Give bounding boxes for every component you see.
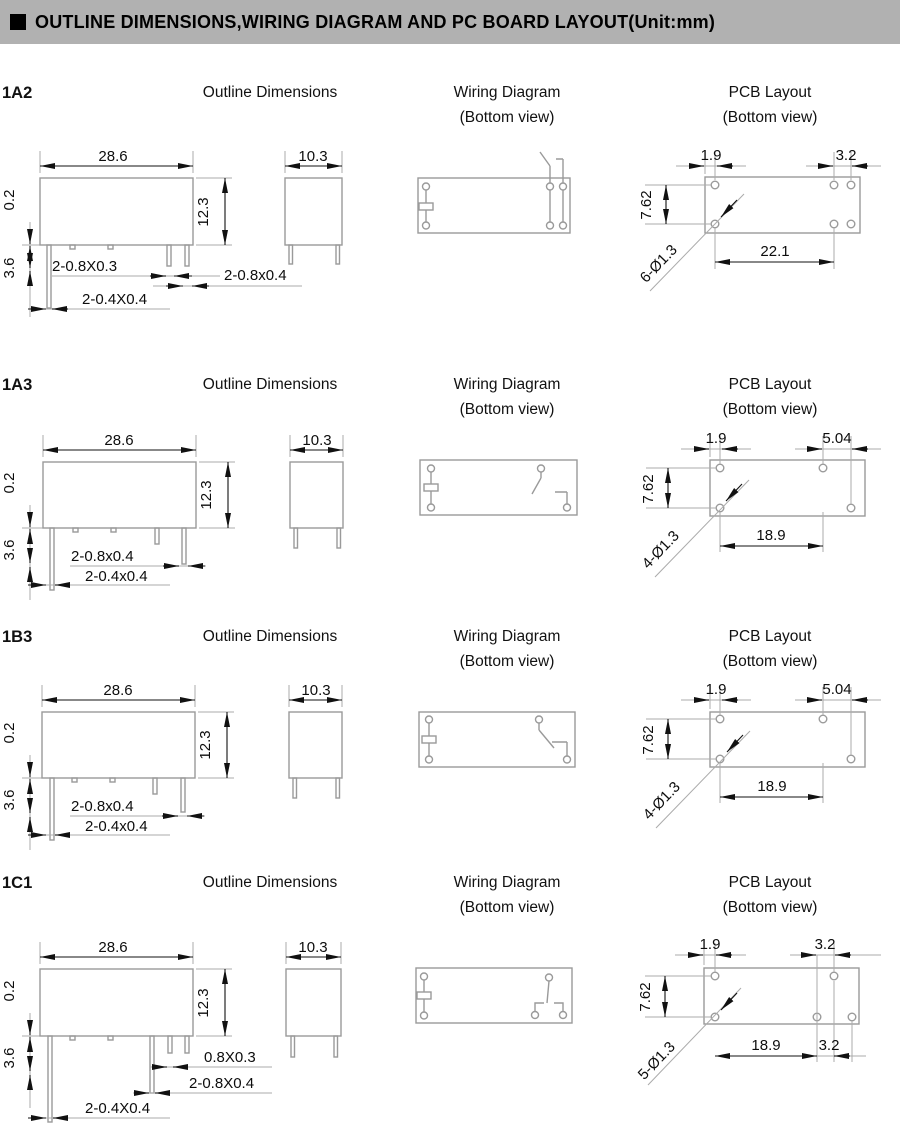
row-1c1-outline-front-drawing [1, 939, 272, 1122]
col-title-outline: Outline Dimensions [202, 376, 338, 393]
row-1b3-pcb-drawing [640, 681, 881, 828]
dim-height-label: 12.3 [195, 197, 212, 227]
dim-pin-length-label: 3.6 [1, 1047, 18, 1069]
pcb-dim-right-label: 5.04 [822, 681, 852, 698]
dim-pin2-label: 2-0.8X0.4 [189, 1075, 255, 1092]
dim-height-label: 12.3 [198, 480, 215, 510]
dim-side-width-label: 10.3 [301, 682, 331, 699]
dim-width-label: 28.6 [98, 939, 128, 956]
pcb-dim-span-label: 18.9 [751, 1037, 781, 1054]
pcb-dim-right-label: 3.2 [814, 936, 836, 953]
dim-pin2-label: 2-0.4x0.4 [85, 568, 148, 585]
pcb-dim-span-label: 22.1 [760, 243, 790, 260]
dim-side-width-label: 10.3 [298, 148, 328, 165]
col-title-pcb: PCB Layout [728, 84, 812, 101]
col-title-wiring: Wiring Diagram [453, 376, 561, 393]
dim-side-pin-label: 2-0.8x0.4 [224, 267, 287, 284]
col-subtitle-bottom-view: (Bottom view) [722, 109, 818, 126]
pcb-dim-span-label: 18.9 [756, 527, 786, 544]
row-1a3-wiring-drawing [420, 460, 577, 515]
pcb-dim-left-label: 1.9 [699, 936, 721, 953]
dim-pin1-label: 2-0.8x0.4 [71, 548, 134, 565]
pcb-dim-right-label: 3.2 [835, 147, 857, 164]
row-1a2-pcb-drawing [637, 147, 881, 291]
row-label-1a3: 1A3 [2, 376, 33, 394]
col-title-pcb: PCB Layout [728, 628, 812, 645]
row-1a3-outline-side-drawing [290, 432, 343, 548]
dim-offset-label: 0.2 [1, 722, 18, 744]
pcb-dim-span-label: 18.9 [757, 778, 787, 795]
col-title-wiring: Wiring Diagram [453, 84, 561, 101]
row-1b3-outline-side-drawing [289, 682, 342, 798]
pcb-dim-vert-label: 7.62 [638, 190, 655, 220]
row-1a2-outline-side-drawing [153, 148, 342, 286]
pcb-dim-vert-label: 7.62 [637, 982, 654, 1012]
dim-height-label: 12.3 [197, 730, 214, 760]
col-subtitle-bottom-view: (Bottom view) [459, 653, 555, 670]
dim-width-label: 28.6 [103, 682, 133, 699]
col-title-wiring: Wiring Diagram [453, 628, 561, 645]
col-subtitle-bottom-view: (Bottom view) [459, 401, 555, 418]
dim-pin3-label: 2-0.4X0.4 [85, 1100, 151, 1117]
pcb-dim-left-label: 1.9 [705, 681, 727, 698]
row-1a3-pcb-drawing [639, 430, 881, 577]
dim-pin1-label: 2-0.8X0.3 [52, 258, 118, 275]
row-1a2-wiring-drawing [418, 152, 570, 233]
dim-offset-label: 0.2 [1, 980, 18, 1002]
col-title-outline: Outline Dimensions [202, 84, 338, 101]
col-subtitle-bottom-view: (Bottom view) [722, 653, 818, 670]
col-subtitle-bottom-view: (Bottom view) [722, 899, 818, 916]
pcb-holes-label: 6-Ø1.3 [636, 241, 681, 287]
dim-width-label: 28.6 [104, 432, 134, 449]
row-1c1-outline-side-drawing [286, 939, 341, 1057]
col-subtitle-bottom-view: (Bottom view) [459, 109, 555, 126]
pcb-dim-extra-label: 3.2 [818, 1037, 840, 1054]
pcb-dim-left-label: 1.9 [705, 430, 727, 447]
col-title-wiring: Wiring Diagram [453, 874, 561, 891]
pcb-holes-label: 4-Ø1.3 [638, 527, 683, 573]
pcb-holes-label: 5-Ø1.3 [634, 1038, 679, 1084]
row-1a2-outline-front-drawing [1, 148, 232, 317]
row-label-1a2: 1A2 [2, 84, 33, 102]
pcb-dim-vert-label: 7.62 [640, 725, 657, 755]
row-1c1-wiring-drawing [416, 968, 572, 1023]
section-title: OUTLINE DIMENSIONS,WIRING DIAGRAM AND PC BOARD LAYOUT(Unit:mm) [35, 11, 716, 32]
dim-width-label: 28.6 [98, 148, 128, 165]
dim-offset-label: 0.2 [1, 189, 18, 211]
dim-offset-label: 0.2 [1, 472, 18, 494]
col-title-outline: Outline Dimensions [202, 874, 338, 891]
dim-height-label: 12.3 [195, 988, 212, 1018]
pcb-dim-vert-label: 7.62 [640, 474, 657, 504]
row-1b3-wiring-drawing [419, 712, 575, 767]
row-label-1b3: 1B3 [2, 628, 33, 646]
col-subtitle-bottom-view: (Bottom view) [722, 401, 818, 418]
dim-pin1-label: 0.8X0.3 [204, 1049, 256, 1066]
pcb-holes-label: 4-Ø1.3 [639, 778, 684, 824]
dim-pin1-label: 2-0.8x0.4 [71, 798, 134, 815]
pcb-dim-left-label: 1.9 [700, 147, 722, 164]
pcb-dim-right-label: 5.04 [822, 430, 852, 447]
col-title-outline: Outline Dimensions [202, 628, 338, 645]
row-1c1-pcb-drawing [635, 936, 881, 1085]
dim-pin-length-label: 3.6 [1, 539, 18, 561]
col-subtitle-bottom-view: (Bottom view) [459, 899, 555, 916]
dim-pin2-label: 2-0.4X0.4 [82, 291, 148, 308]
col-title-pcb: PCB Layout [728, 376, 812, 393]
row-1b3-outline-front-drawing [1, 682, 234, 850]
dim-side-width-label: 10.3 [302, 432, 332, 449]
row-label-1c1: 1C1 [2, 874, 33, 892]
dim-side-width-label: 10.3 [298, 939, 328, 956]
dim-pin-length-label: 3.6 [1, 257, 18, 279]
row-1a3-outline-front-drawing [1, 432, 235, 600]
dim-pin2-label: 2-0.4x0.4 [85, 818, 148, 835]
dim-pin-length-label: 3.6 [1, 789, 18, 811]
col-title-pcb: PCB Layout [728, 874, 812, 891]
